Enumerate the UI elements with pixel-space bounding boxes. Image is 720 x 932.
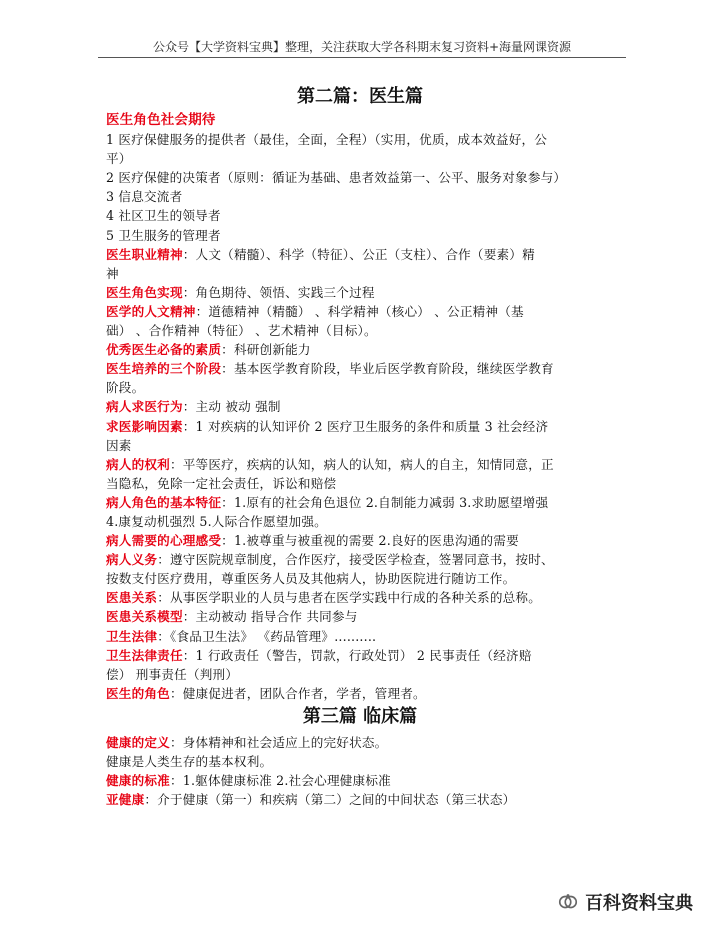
term-text: 3 信息交流者	[106, 189, 183, 205]
text-line	[106, 130, 611, 149]
term-label: 健康的定义	[106, 735, 170, 750]
term-text: ：基本医学教育阶段，毕业后医学教育阶段，继续医学教育	[221, 361, 554, 377]
term-text: 1 医疗保健服务的提供者（最佳，全面，全程）（实用，优质，成本效益好，公	[106, 132, 548, 148]
term-text: ：1.原有的社会角色退位 2.自制能力减弱 3.求助愿望增强	[221, 494, 549, 510]
text-line	[106, 733, 611, 752]
watermark-text: 百科资料宝典	[585, 893, 693, 914]
text-line	[106, 771, 611, 790]
term-label: 医生职业精神	[106, 246, 183, 262]
text-line	[106, 110, 611, 130]
text-line	[106, 283, 611, 302]
text-line	[106, 752, 611, 771]
term-text: 神	[106, 265, 119, 281]
term-label: 医生的角色	[106, 685, 170, 701]
text-line	[106, 206, 611, 225]
text-line	[106, 665, 611, 684]
term-text: 偿） 刑事责任（判刑）	[106, 666, 239, 682]
term-text: 4.康复动机强烈 5.人际合作愿望加强。	[106, 513, 327, 529]
term-text: ：1.被尊重与被重视的需要 2.良好的医患沟通的需要	[221, 533, 519, 549]
term-label: 医生角色社会期待	[106, 112, 216, 128]
term-label: 病人义务	[106, 552, 158, 568]
text-line	[106, 321, 611, 340]
watermark	[557, 889, 693, 915]
section-title-doctor: 第二篇：医生篇	[297, 86, 423, 107]
term-label: 医生培养的三个阶段	[106, 361, 222, 377]
term-label: 求医影响因素	[106, 418, 183, 434]
text-line	[106, 340, 611, 359]
section-doctor-content	[106, 110, 611, 703]
term-text: ：人文（精髓）、科学（特征）、公正（支柱）、合作（要素）精	[182, 246, 535, 262]
term-label: 病人求医行为	[106, 399, 183, 415]
term-label: 卫生法律	[106, 628, 158, 644]
term-text: ：1 行政责任（警告，罚款，行政处罚） 2 民事责任（经济赔	[182, 647, 532, 663]
term-label: 健康的标准	[106, 773, 170, 789]
text-line	[106, 264, 611, 283]
term-label: 医患关系模型	[106, 609, 183, 625]
text-line	[106, 359, 611, 378]
text-line	[106, 187, 611, 206]
term-text: ：身体精神和社会适应上的完好状态。	[169, 735, 388, 750]
text-line	[106, 397, 611, 416]
section-title-clinical: 第三篇 临床篇	[302, 706, 418, 727]
text-line	[106, 436, 611, 455]
term-text: ：遵守医院规章制度，合作医疗，接受医学检查，签署同意书，按时、	[157, 552, 554, 568]
term-text: 4 社区卫生的领导者	[106, 208, 221, 224]
text-line	[106, 417, 611, 436]
term-text: ：介于健康（第一）和疾病（第二）之间的中间状态（第三状态）	[144, 792, 516, 808]
text-line	[106, 226, 611, 245]
text-line	[106, 302, 611, 321]
text-line	[106, 627, 611, 646]
term-label: 病人角色的基本特征	[106, 494, 222, 510]
text-line	[106, 168, 611, 187]
text-line	[106, 684, 611, 703]
term-text: ：健康促进者，团队合作者，学者，管理者。	[169, 685, 426, 701]
term-label: 卫生法律责任	[106, 647, 183, 663]
text-line	[106, 646, 611, 665]
term-text: 平）	[106, 151, 132, 167]
term-text: ：1 对疾病的认知评价 2 医疗卫生服务的条件和质量 3 社会经济	[182, 418, 549, 434]
text-line	[106, 550, 611, 569]
text-line	[106, 588, 611, 607]
term-text: ：平等医疗，疾病的认知，病人的认知，病人的自主，知情同意，正	[169, 456, 554, 472]
term-text: 按数支付医疗费用，尊重医务人员及其他病人，协助医院进行随访工作。	[106, 571, 516, 587]
term-label: 医生角色实现	[106, 284, 183, 300]
term-text: ：1.躯体健康标准 2.社会心理健康标准	[169, 773, 391, 789]
term-label: 亚健康	[106, 792, 145, 808]
term-label: 医患关系	[106, 590, 158, 606]
text-line	[106, 474, 611, 493]
term-label: 优秀医生必备的素质	[106, 342, 222, 358]
page-header: 公众号【大学资料宝典】整理，关注获取大学各科期末复习资料+海量网课资源	[98, 40, 626, 58]
term-text: 础） 、合作精神（特征） 、艺术精神（目标）。	[106, 323, 377, 339]
text-line	[106, 149, 611, 168]
term-label: 病人的权利	[106, 456, 170, 472]
text-line	[106, 790, 611, 809]
text-line	[106, 378, 611, 397]
text-line	[106, 607, 611, 626]
text-line	[106, 512, 611, 531]
term-text: 因素	[106, 437, 132, 453]
term-text: ：从事医学职业的人员与患者在医学实践中行成的各种关系的总称。	[157, 590, 541, 606]
text-line	[106, 531, 611, 550]
term-label: 病人需要的心理感受	[106, 533, 222, 549]
term-text: 5 卫生服务的管理者	[106, 227, 221, 243]
term-text: 健康是人类生存的基本权利。	[106, 754, 273, 770]
text-line	[106, 455, 611, 474]
section-clinical-content	[106, 733, 611, 809]
term-text: ：主动被动 指导合作 共同参与	[182, 609, 358, 625]
term-text: ：道德精神（精髓） 、科学精神（核心） 、公正精神（基	[195, 303, 524, 319]
term-text: 阶段。	[106, 380, 145, 396]
term-text: ：科研创新能力	[221, 342, 311, 358]
term-text: 2 医疗保健的决策者（原则：循证为基础、患者效益第一、公平、服务对象参与）	[106, 170, 567, 186]
text-line	[106, 493, 611, 512]
term-text: ：主动 被动 强制	[182, 399, 281, 415]
term-label: 医学的人文精神	[106, 303, 196, 319]
text-line	[106, 569, 611, 588]
term-text: ：角色期待、领悟、实践三个过程	[182, 284, 375, 300]
text-line	[106, 245, 611, 264]
term-text: ：《食品卫生法》 《药品管理》..........	[157, 628, 377, 644]
term-text: 当隐私，免除一定社会责任，诉讼和赔偿	[106, 475, 337, 491]
wechat-official-account-icon	[557, 891, 579, 913]
